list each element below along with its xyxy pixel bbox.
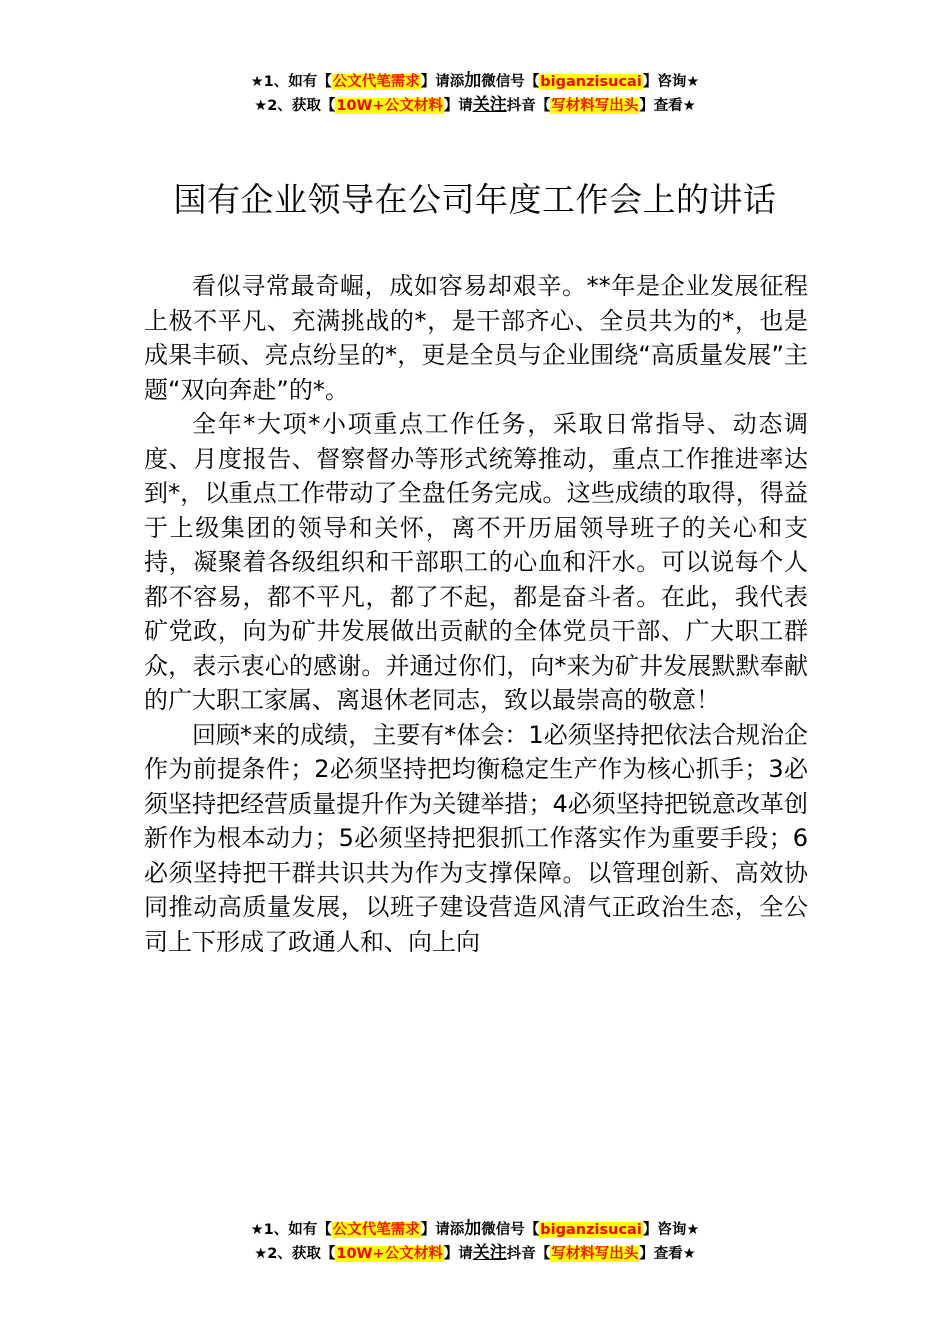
document-title: 国有企业领导在公司年度工作会上的讲话: [173, 180, 777, 219]
wechat-id: biganzisucai: [540, 74, 642, 90]
footer-banner: [0, 1218, 950, 1266]
paragraph-1: 看似寻常最奇崛，成如容易却艰辛。**年是企业发展征程上极不平凡、充满挑战的*，是干部齐心、全员共为的*，也是成果丰硕、亮点纷呈的*，更是全员与企业围绕“高质量发展”主题“双向奔赴”的*。: [144, 272, 808, 404]
douyin-account: 写材料写出头: [551, 1246, 639, 1262]
wechat-id: biganzisucai: [540, 1222, 642, 1238]
banner-line-1: ★1、如有【公文代笔需求】请添加微信号【biganzisucai】咨询★: [250, 71, 700, 91]
highlight-service: 公文代笔需求: [332, 74, 420, 90]
paragraph-2: 全年*大项*小项重点工作任务，采取日常指导、动态调度、月度报告、督察督办等形式统筹推动，重点工作推进率达到*，以重点工作带动了全盘任务完成。这些成绩的取得，得益于上级集团的领导和关怀，离不开历届领导班子的关心和支持，凝聚着各级组织和干部职工的心血和汗水。可以说每个人都不容易，都不平凡，都了不起，都是奋斗者。在此，我代表矿党政，向为矿井发展做出贡献的全体党员干部、广大职工群众，表示衷心的感谢。并通过你们，向*来为矿井发展默默奉献的广大职工家属、离退休老同志，致以最崇高的敬意！: [144, 410, 808, 714]
paragraph-3: 回顾*来的成绩，主要有*体会：1必须坚持把依法合规治企作为前提条件；2必须坚持把均衡稳定生产作为核心抓手；3必须坚持把经营质量提升作为关键举措；4必须坚持把锐意改革创新作为根本动力；5必须坚持把狠抓工作落实作为重要手段；6必须坚持把干群共识共为作为支撑保障。以管理创新、高效协同推动高质量发展，以班子建设营造风清气正政治生态，全公司上下形成了政通人和、向上向: [144, 720, 808, 956]
banner-line-2: ★2、获取【10W+公文材料】请关注抖音【写材料写出头】查看★: [254, 95, 696, 115]
highlight-materials: 10W+公文材料: [336, 98, 443, 114]
document-body: [144, 269, 808, 959]
highlight-materials: 10W+公文材料: [336, 1246, 443, 1262]
header-banner: [0, 70, 950, 118]
highlight-service: 公文代笔需求: [332, 1222, 420, 1238]
banner-line-2: ★2、获取【10W+公文材料】请关注抖音【写材料写出头】查看★: [254, 1243, 696, 1263]
banner-line-1: ★1、如有【公文代笔需求】请添加微信号【biganzisucai】咨询★: [250, 1219, 700, 1239]
douyin-account: 写材料写出头: [551, 98, 639, 114]
